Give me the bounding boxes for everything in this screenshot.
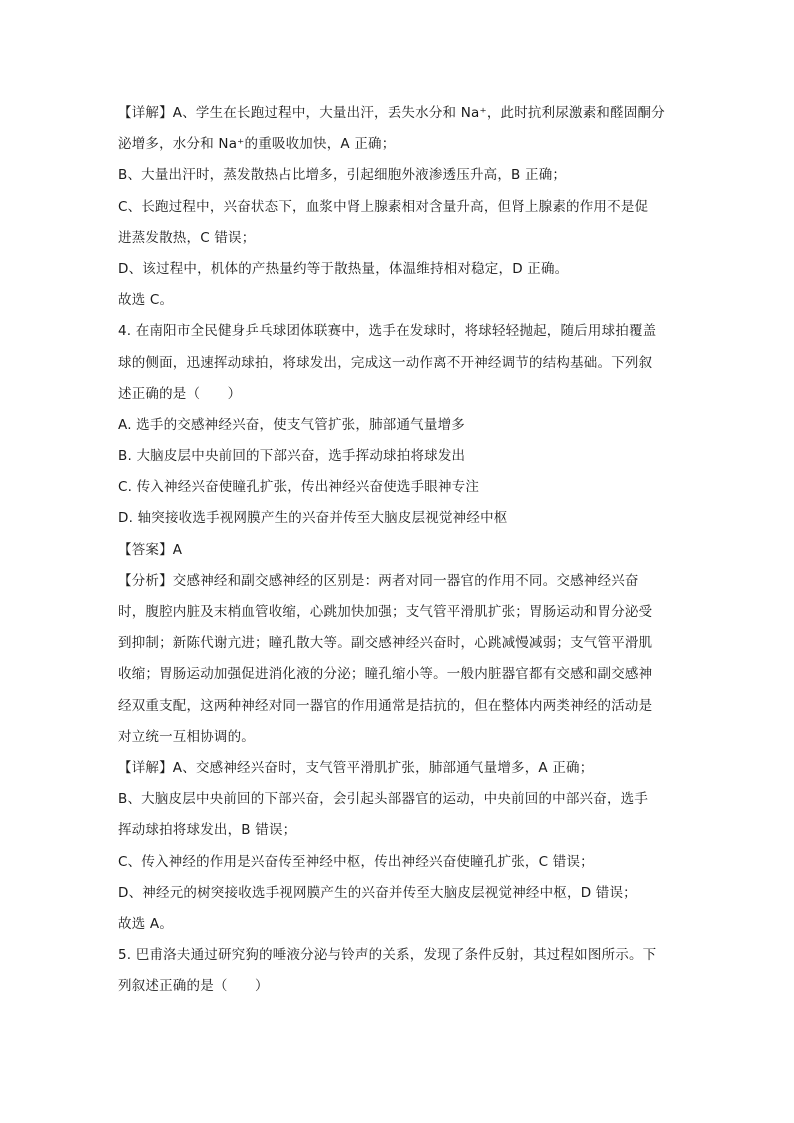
question-stem-line: 球的侧面，迅速挥动球拍，将球发出，完成这一动作离不开神经调节的结构基础。下列叙 — [118, 354, 653, 371]
text-line: 泌增多，水分和 Na⁺的重吸收加快，A 正确； — [118, 136, 396, 153]
analysis-line: 经双重支配，这两种神经对同一器官的作用通常是拮抗的，但在整体内两类神经的活动是 — [118, 697, 653, 714]
text-line: 故选 C。 — [118, 292, 174, 309]
question-stem-line: 列叙述正确的是（ ） — [118, 978, 269, 995]
text-line: D、该过程中，机体的产热量约等于散热量，体温维持相对稳定，D 正确。 — [118, 260, 569, 277]
explanation-line: D、神经元的树突接收选手视网膜产生的兴奋并传至大脑皮层视觉神经中枢，D 错误； — [118, 884, 637, 901]
analysis-line: 【分析】交感神经和副交感神经的区别是：两者对同一器官的作用不同。交感神经兴奋 — [118, 572, 639, 589]
explanation-line: B、大脑皮层中央前回的下部兴奋，会引起头部器官的运动，中央前回的中部兴奋，选手 — [118, 791, 649, 808]
document-body — [118, 98, 678, 1002]
text-line: 进蒸发散热，C 错误； — [118, 229, 256, 246]
option-b: B. 大脑皮层中央前回的下部兴奋，选手挥动球拍将球发出 — [118, 448, 466, 465]
text-line: B、大量出汗时，蒸发散热占比增多，引起细胞外液渗透压升高，B 正确； — [118, 167, 567, 184]
analysis-line: 到抑制；新陈代谢亢进；瞳孔散大等。副交感神经兴奋时，心跳减慢减弱；支气管平滑肌 — [118, 635, 653, 652]
text-line: 【详解】A、学生在长跑过程中，大量出汗，丢失水分和 Na⁺，此时抗利尿激素和醛固酮分 — [118, 105, 665, 121]
option-d: D. 轴突接收选手视网膜产生的兴奋并传至大脑皮层视觉神经中枢 — [118, 510, 508, 527]
explanation-line: 故选 A。 — [118, 915, 174, 932]
option-a: A. 选手的交感神经兴奋，使支气管扩张，肺部通气量增多 — [118, 416, 465, 433]
analysis-line: 对立统一互相协调的。 — [118, 728, 255, 745]
question-stem-line: 述正确的是（ ） — [118, 385, 242, 402]
option-c: C. 传入神经兴奋使瞳孔扩张，传出神经兴奋使选手眼神专注 — [118, 479, 480, 496]
question-stem-line: 4. 在南阳市全民健身乒乓球团体联赛中，选手在发球时，将球轻轻抛起，随后用球拍覆盖 — [118, 323, 657, 340]
analysis-line: 收缩；胃肠运动加强促进消化液的分泌；瞳孔缩小等。一般内脏器官都有交感和副交感神 — [118, 666, 653, 683]
question-stem-line: 5. 巴甫洛夫通过研究狗的唾液分泌与铃声的关系，发现了条件反射，其过程如图所示。下 — [118, 947, 657, 964]
explanation-line: 挥动球拍将球发出，B 错误； — [118, 822, 297, 839]
analysis-line: 时，腹腔内脏及末梢血管收缩，心跳加快加强；支气管平滑肌扩张；胃肠运动和胃分泌受 — [118, 604, 653, 620]
text-line: C、长跑过程中，兴奋状态下，血浆中肾上腺素相对含量升高，但肾上腺素的作用不是促 — [118, 198, 649, 215]
explanation-line: C、传入神经的作用是兴奋传至神经中枢，传出神经兴奋使瞳孔扩张，C 错误； — [118, 853, 594, 870]
answer-line: 【答案】A — [118, 541, 183, 558]
explanation-line: 【详解】A、交感神经兴奋时，支气管平滑肌扩张，肺部通气量增多，A 正确； — [118, 759, 594, 776]
